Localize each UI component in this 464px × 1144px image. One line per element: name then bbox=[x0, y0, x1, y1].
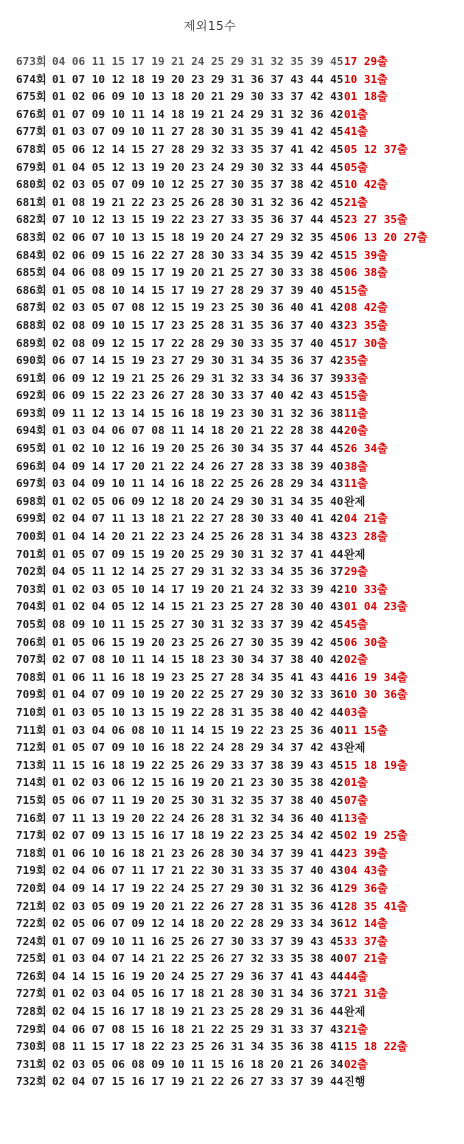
list-item bbox=[16, 616, 427, 634]
list-item bbox=[16, 493, 427, 511]
round-label: 674회 bbox=[16, 72, 47, 86]
result-label: 10 30 36출 bbox=[344, 688, 408, 702]
round-label: 722회 bbox=[16, 917, 47, 931]
excluded-numbers: 11 15 16 18 19 22 25 26 29 33 37 38 39 43 45 bbox=[52, 758, 344, 772]
excluded-numbers: 06 09 12 19 21 25 26 29 31 32 33 34 36 37 39 bbox=[52, 371, 344, 385]
result-label: 완제 bbox=[344, 1005, 366, 1019]
list-item bbox=[16, 176, 427, 194]
round-label: 697회 bbox=[16, 477, 47, 491]
excluded-numbers: 01 06 10 16 18 21 23 26 28 30 34 37 39 41 44 bbox=[52, 846, 344, 860]
list-item bbox=[16, 722, 427, 740]
excluded-numbers: 02 06 07 10 13 15 18 19 20 24 27 29 32 35 45 bbox=[52, 230, 344, 244]
list-item bbox=[16, 598, 427, 616]
excluded-numbers: 01 03 04 07 14 21 22 25 26 27 32 33 35 38 40 bbox=[52, 952, 344, 966]
list-item bbox=[16, 106, 427, 124]
round-label: 673회 bbox=[16, 55, 47, 68]
excluded-numbers: 01 04 07 09 10 19 20 22 25 27 29 30 32 33 36 bbox=[52, 688, 344, 702]
list-item bbox=[16, 880, 427, 898]
result-label: 10 31출 bbox=[344, 72, 388, 86]
round-label: 688회 bbox=[16, 318, 47, 332]
draw-list bbox=[16, 53, 427, 1091]
excluded-numbers: 01 03 04 06 08 10 11 14 15 19 22 23 25 36 40 bbox=[52, 723, 344, 737]
result-label: 15출 bbox=[344, 283, 368, 297]
result-label: 04 21출 bbox=[344, 512, 388, 526]
round-label: 693회 bbox=[16, 406, 47, 420]
list-item bbox=[16, 159, 427, 177]
round-label: 727회 bbox=[16, 987, 47, 1001]
excluded-numbers: 01 07 10 12 18 19 20 23 29 31 36 37 43 44 45 bbox=[52, 72, 344, 86]
round-label: 683회 bbox=[16, 230, 47, 244]
list-item bbox=[16, 985, 427, 1003]
list-item bbox=[16, 651, 427, 669]
list-item bbox=[16, 792, 427, 810]
list-item bbox=[16, 915, 427, 933]
list-item bbox=[16, 704, 427, 722]
list-item bbox=[16, 774, 427, 792]
list-item bbox=[16, 194, 427, 212]
result-label: 10 33출 bbox=[344, 582, 388, 596]
list-item bbox=[16, 53, 427, 71]
result-label: 17 30출 bbox=[344, 336, 388, 350]
round-label: 721회 bbox=[16, 899, 47, 913]
list-item bbox=[16, 810, 427, 828]
excluded-numbers: 04 06 11 15 17 19 21 24 25 29 31 32 35 39 45 bbox=[52, 55, 344, 68]
excluded-numbers: 02 08 09 10 15 17 23 25 28 31 35 36 37 40 43 bbox=[52, 318, 344, 332]
excluded-numbers: 04 06 07 08 15 16 18 21 22 25 29 31 33 37 43 bbox=[52, 1022, 344, 1036]
excluded-numbers: 01 02 10 12 16 19 20 25 26 30 34 35 37 44 45 bbox=[52, 442, 344, 456]
result-label: 21출 bbox=[344, 195, 368, 209]
list-item bbox=[16, 845, 427, 863]
excluded-numbers: 04 09 14 17 19 22 24 25 27 29 30 31 32 36 41 bbox=[52, 881, 344, 895]
round-label: 701회 bbox=[16, 547, 47, 561]
result-label: 11 15출 bbox=[344, 723, 388, 737]
excluded-numbers: 02 04 07 15 16 17 19 21 22 26 27 33 37 39 44 bbox=[52, 1075, 344, 1089]
round-label: 685회 bbox=[16, 266, 47, 280]
result-label: 10 42출 bbox=[344, 178, 388, 192]
excluded-numbers: 08 11 15 17 18 22 23 25 26 31 34 35 36 38 41 bbox=[52, 1040, 344, 1054]
excluded-numbers: 07 10 12 13 15 19 22 23 27 33 35 36 37 44 45 bbox=[52, 213, 344, 227]
round-label: 684회 bbox=[16, 248, 47, 262]
result-label: 29출 bbox=[344, 565, 368, 579]
page-title: 제외15수 bbox=[183, 19, 237, 33]
round-label: 710회 bbox=[16, 705, 47, 719]
round-label: 699회 bbox=[16, 512, 47, 526]
excluded-numbers: 02 08 09 12 15 17 22 28 29 30 33 35 37 40 45 bbox=[52, 336, 344, 350]
list-item bbox=[16, 211, 427, 229]
round-label: 698회 bbox=[16, 494, 47, 508]
round-label: 729회 bbox=[16, 1022, 47, 1036]
result-label: 41출 bbox=[344, 125, 368, 139]
excluded-numbers: 01 02 06 09 10 13 18 20 21 29 30 33 37 42 43 bbox=[52, 90, 344, 104]
result-label: 15 18 22출 bbox=[344, 1040, 408, 1054]
excluded-numbers: 01 08 19 21 22 23 25 26 28 30 31 32 36 42 45 bbox=[52, 195, 344, 209]
result-label: 33출 bbox=[344, 371, 368, 385]
excluded-numbers: 04 05 11 12 14 25 27 29 31 32 33 34 35 36 37 bbox=[52, 565, 344, 579]
list-item bbox=[16, 264, 427, 282]
list-item bbox=[16, 546, 427, 564]
excluded-numbers: 08 09 10 11 15 25 27 30 31 32 33 37 39 42 45 bbox=[52, 618, 344, 631]
result-label: 29 36출 bbox=[344, 881, 388, 895]
result-label: 01출 bbox=[344, 107, 368, 121]
list-item bbox=[16, 950, 427, 968]
result-label: 23 39출 bbox=[344, 846, 388, 860]
list-item bbox=[16, 317, 427, 335]
excluded-numbers: 02 06 09 15 16 22 27 28 30 33 34 35 39 42 45 bbox=[52, 248, 344, 262]
result-label: 07 21출 bbox=[344, 952, 388, 966]
list-item bbox=[16, 475, 427, 493]
list-item bbox=[16, 458, 427, 476]
excluded-numbers: 01 05 07 09 15 19 20 25 29 30 31 32 37 41 44 bbox=[52, 547, 344, 561]
excluded-numbers: 01 07 09 10 11 14 18 19 21 24 29 31 32 36 42 bbox=[52, 107, 344, 121]
round-label: 728회 bbox=[16, 1005, 47, 1019]
list-item bbox=[16, 1003, 427, 1021]
list-item bbox=[16, 898, 427, 916]
result-label: 완제 bbox=[344, 494, 366, 508]
result-label: 15 18 19출 bbox=[344, 758, 408, 772]
round-label: 716회 bbox=[16, 811, 47, 825]
round-label: 694회 bbox=[16, 424, 47, 438]
result-label: 06 38출 bbox=[344, 266, 388, 280]
result-label: 04 43출 bbox=[344, 864, 388, 878]
result-label: 11출 bbox=[344, 406, 368, 420]
list-item bbox=[16, 563, 427, 581]
round-label: 714회 bbox=[16, 776, 47, 790]
result-label: 28 35 41출 bbox=[344, 899, 408, 913]
excluded-numbers: 01 02 03 04 05 16 17 18 21 28 30 31 34 36 37 bbox=[52, 987, 344, 1001]
excluded-numbers: 01 02 03 06 12 15 16 19 20 21 23 30 35 38 42 bbox=[52, 776, 344, 790]
excluded-numbers: 04 06 08 09 15 17 19 20 21 25 27 30 33 38 45 bbox=[52, 266, 344, 280]
excluded-numbers: 02 07 09 13 15 16 17 18 19 22 23 25 34 42 45 bbox=[52, 829, 344, 843]
list-item bbox=[16, 141, 427, 159]
excluded-numbers: 05 06 12 14 15 27 28 29 32 33 35 37 41 42 45 bbox=[52, 142, 344, 156]
excluded-numbers: 01 02 05 06 09 12 18 20 24 29 30 31 34 35 40 bbox=[52, 494, 344, 508]
list-item bbox=[16, 1021, 427, 1039]
round-label: 732회 bbox=[16, 1075, 47, 1089]
excluded-numbers: 02 03 05 09 19 20 21 22 26 27 28 31 35 36 41 bbox=[52, 899, 344, 913]
result-label: 02출 bbox=[344, 653, 368, 667]
result-label: 26 34출 bbox=[344, 442, 388, 456]
list-item bbox=[16, 827, 427, 845]
list-item bbox=[16, 370, 427, 388]
result-label: 01 04 23출 bbox=[344, 600, 408, 614]
round-label: 706회 bbox=[16, 635, 47, 649]
round-label: 704회 bbox=[16, 600, 47, 614]
list-item bbox=[16, 299, 427, 317]
round-label: 677회 bbox=[16, 125, 47, 139]
list-item bbox=[16, 1073, 427, 1091]
result-label: 06 30출 bbox=[344, 635, 388, 649]
result-label: 44출 bbox=[344, 969, 368, 983]
excluded-numbers: 01 05 08 10 14 15 17 19 27 28 29 37 39 40 45 bbox=[52, 283, 344, 297]
list-item bbox=[16, 88, 427, 106]
result-label: 16 19 34출 bbox=[344, 670, 408, 684]
round-label: 689회 bbox=[16, 336, 47, 350]
round-label: 681회 bbox=[16, 195, 47, 209]
round-label: 695회 bbox=[16, 442, 47, 456]
excluded-numbers: 05 06 07 11 19 20 25 30 31 32 35 37 38 40 45 bbox=[52, 793, 344, 807]
round-label: 678회 bbox=[16, 142, 47, 156]
excluded-numbers: 01 02 03 05 10 14 17 19 20 21 24 32 33 39 42 bbox=[52, 582, 344, 596]
result-label: 05출 bbox=[344, 160, 368, 174]
excluded-numbers: 01 03 05 10 13 15 19 22 28 31 35 38 40 42 44 bbox=[52, 705, 344, 719]
excluded-numbers: 04 14 15 16 19 20 24 25 27 29 36 37 41 43 44 bbox=[52, 969, 344, 983]
result-label: 11출 bbox=[344, 477, 368, 491]
round-label: 725회 bbox=[16, 952, 47, 966]
list-item bbox=[16, 440, 427, 458]
list-item bbox=[16, 739, 427, 757]
round-label: 720회 bbox=[16, 881, 47, 895]
list-item bbox=[16, 581, 427, 599]
result-label: 21출 bbox=[344, 1022, 368, 1036]
result-label: 진행 bbox=[344, 1075, 366, 1089]
round-label: 691회 bbox=[16, 371, 47, 385]
result-label: 06 13 20 27출 bbox=[344, 230, 428, 244]
round-label: 700회 bbox=[16, 530, 47, 544]
list-item bbox=[16, 686, 427, 704]
round-label: 730회 bbox=[16, 1040, 47, 1054]
result-label: 45출 bbox=[344, 618, 368, 631]
result-label: 17 29출 bbox=[344, 55, 388, 68]
result-label: 01출 bbox=[344, 776, 368, 790]
list-item bbox=[16, 229, 427, 247]
excluded-numbers: 02 03 05 07 08 12 15 19 23 25 30 36 40 41 42 bbox=[52, 301, 344, 315]
round-label: 707회 bbox=[16, 653, 47, 667]
excluded-numbers: 02 03 05 06 08 09 10 11 15 16 18 20 21 26 34 bbox=[52, 1057, 344, 1071]
result-label: 13출 bbox=[344, 811, 368, 825]
result-label: 02 19 25출 bbox=[344, 829, 408, 843]
excluded-numbers: 01 02 04 05 12 14 15 21 23 25 27 28 30 40 43 bbox=[52, 600, 344, 614]
list-item bbox=[16, 123, 427, 141]
round-label: 703회 bbox=[16, 582, 47, 596]
list-item bbox=[16, 422, 427, 440]
list-item bbox=[16, 71, 427, 89]
excluded-numbers: 02 04 15 16 17 18 19 21 23 25 28 29 31 36 44 bbox=[52, 1005, 344, 1019]
result-label: 20출 bbox=[344, 424, 368, 438]
result-label: 완제 bbox=[344, 741, 366, 755]
list-item bbox=[16, 1056, 427, 1074]
round-label: 680회 bbox=[16, 178, 47, 192]
round-label: 696회 bbox=[16, 459, 47, 473]
round-label: 692회 bbox=[16, 389, 47, 403]
excluded-numbers: 01 07 09 10 11 16 25 26 27 30 33 37 39 43 45 bbox=[52, 934, 344, 948]
list-item bbox=[16, 669, 427, 687]
round-label: 676회 bbox=[16, 107, 47, 121]
result-label: 23 35출 bbox=[344, 318, 388, 332]
round-label: 709회 bbox=[16, 688, 47, 702]
round-label: 715회 bbox=[16, 793, 47, 807]
result-label: 완제 bbox=[344, 547, 366, 561]
excluded-numbers: 09 11 12 13 14 15 16 18 19 23 30 31 32 36 38 bbox=[52, 406, 344, 420]
excluded-numbers: 04 09 14 17 20 21 22 24 26 27 28 33 38 39 40 bbox=[52, 459, 344, 473]
result-label: 35출 bbox=[344, 354, 368, 368]
excluded-numbers: 02 03 05 07 09 10 12 25 27 30 35 37 38 42 45 bbox=[52, 178, 344, 192]
list-item bbox=[16, 282, 427, 300]
result-label: 05 12 37출 bbox=[344, 142, 408, 156]
result-label: 38출 bbox=[344, 459, 368, 473]
list-item bbox=[16, 247, 427, 265]
list-item bbox=[16, 1038, 427, 1056]
round-label: 718회 bbox=[16, 846, 47, 860]
excluded-numbers: 02 04 06 07 11 17 21 22 30 31 33 35 37 40 43 bbox=[52, 864, 344, 878]
round-label: 705회 bbox=[16, 618, 47, 631]
round-label: 702회 bbox=[16, 565, 47, 579]
round-label: 712회 bbox=[16, 741, 47, 755]
excluded-numbers: 01 05 07 09 10 16 18 22 24 28 29 34 37 42 43 bbox=[52, 741, 344, 755]
excluded-numbers: 02 05 06 07 09 12 14 18 20 22 28 29 33 34 36 bbox=[52, 917, 344, 931]
result-label: 08 42출 bbox=[344, 301, 388, 315]
list-item bbox=[16, 634, 427, 652]
result-label: 12 14출 bbox=[344, 917, 388, 931]
round-label: 675회 bbox=[16, 90, 47, 104]
round-label: 690회 bbox=[16, 354, 47, 368]
round-label: 679회 bbox=[16, 160, 47, 174]
excluded-numbers: 03 04 09 10 11 14 16 18 22 25 26 28 29 34 43 bbox=[52, 477, 344, 491]
excluded-numbers: 01 03 07 09 10 11 27 28 30 31 35 39 41 42 45 bbox=[52, 125, 344, 139]
list-item bbox=[16, 968, 427, 986]
round-label: 682회 bbox=[16, 213, 47, 227]
list-item bbox=[16, 352, 427, 370]
excluded-numbers: 01 05 06 15 19 20 23 25 26 27 30 35 39 42 45 bbox=[52, 635, 344, 649]
list-item bbox=[16, 510, 427, 528]
result-label: 21 31출 bbox=[344, 987, 388, 1001]
round-label: 731회 bbox=[16, 1057, 47, 1071]
round-label: 686회 bbox=[16, 283, 47, 297]
excluded-numbers: 06 09 15 22 23 26 27 28 30 33 37 40 42 43 45 bbox=[52, 389, 344, 403]
list-item bbox=[16, 387, 427, 405]
excluded-numbers: 01 04 05 12 13 19 20 23 24 29 30 32 33 44 45 bbox=[52, 160, 344, 174]
list-item bbox=[16, 757, 427, 775]
round-label: 717회 bbox=[16, 829, 47, 843]
result-label: 33 37출 bbox=[344, 934, 388, 948]
list-item bbox=[16, 335, 427, 353]
result-label: 03출 bbox=[344, 705, 368, 719]
round-label: 708회 bbox=[16, 670, 47, 684]
result-label: 15출 bbox=[344, 389, 368, 403]
round-label: 724회 bbox=[16, 934, 47, 948]
excluded-numbers: 07 11 13 19 20 22 24 26 28 31 32 34 36 40 41 bbox=[52, 811, 344, 825]
excluded-numbers: 01 06 11 16 18 19 23 25 27 28 34 35 41 43 44 bbox=[52, 670, 344, 684]
excluded-numbers: 02 04 07 11 13 18 21 22 27 28 30 33 40 41 42 bbox=[52, 512, 344, 526]
list-item bbox=[16, 528, 427, 546]
excluded-numbers: 01 03 04 06 07 08 11 14 18 20 21 22 28 38 44 bbox=[52, 424, 344, 438]
list-item bbox=[16, 405, 427, 423]
excluded-numbers: 02 07 08 10 11 14 15 18 23 30 34 37 38 40 42 bbox=[52, 653, 344, 667]
result-label: 02출 bbox=[344, 1057, 368, 1071]
round-label: 719회 bbox=[16, 864, 47, 878]
round-label: 687회 bbox=[16, 301, 47, 315]
list-item bbox=[16, 933, 427, 951]
list-item bbox=[16, 862, 427, 880]
result-label: 15 39출 bbox=[344, 248, 388, 262]
round-label: 726회 bbox=[16, 969, 47, 983]
result-label: 07출 bbox=[344, 793, 368, 807]
result-label: 23 28출 bbox=[344, 530, 388, 544]
excluded-numbers: 01 04 14 20 21 22 23 24 25 26 28 31 34 38 43 bbox=[52, 530, 344, 544]
round-label: 711회 bbox=[16, 723, 47, 737]
excluded-numbers: 06 07 14 15 19 23 27 29 30 31 34 35 36 37 42 bbox=[52, 354, 344, 368]
result-label: 23 27 35출 bbox=[344, 213, 408, 227]
round-label: 713회 bbox=[16, 758, 47, 772]
result-label: 01 18출 bbox=[344, 90, 388, 104]
